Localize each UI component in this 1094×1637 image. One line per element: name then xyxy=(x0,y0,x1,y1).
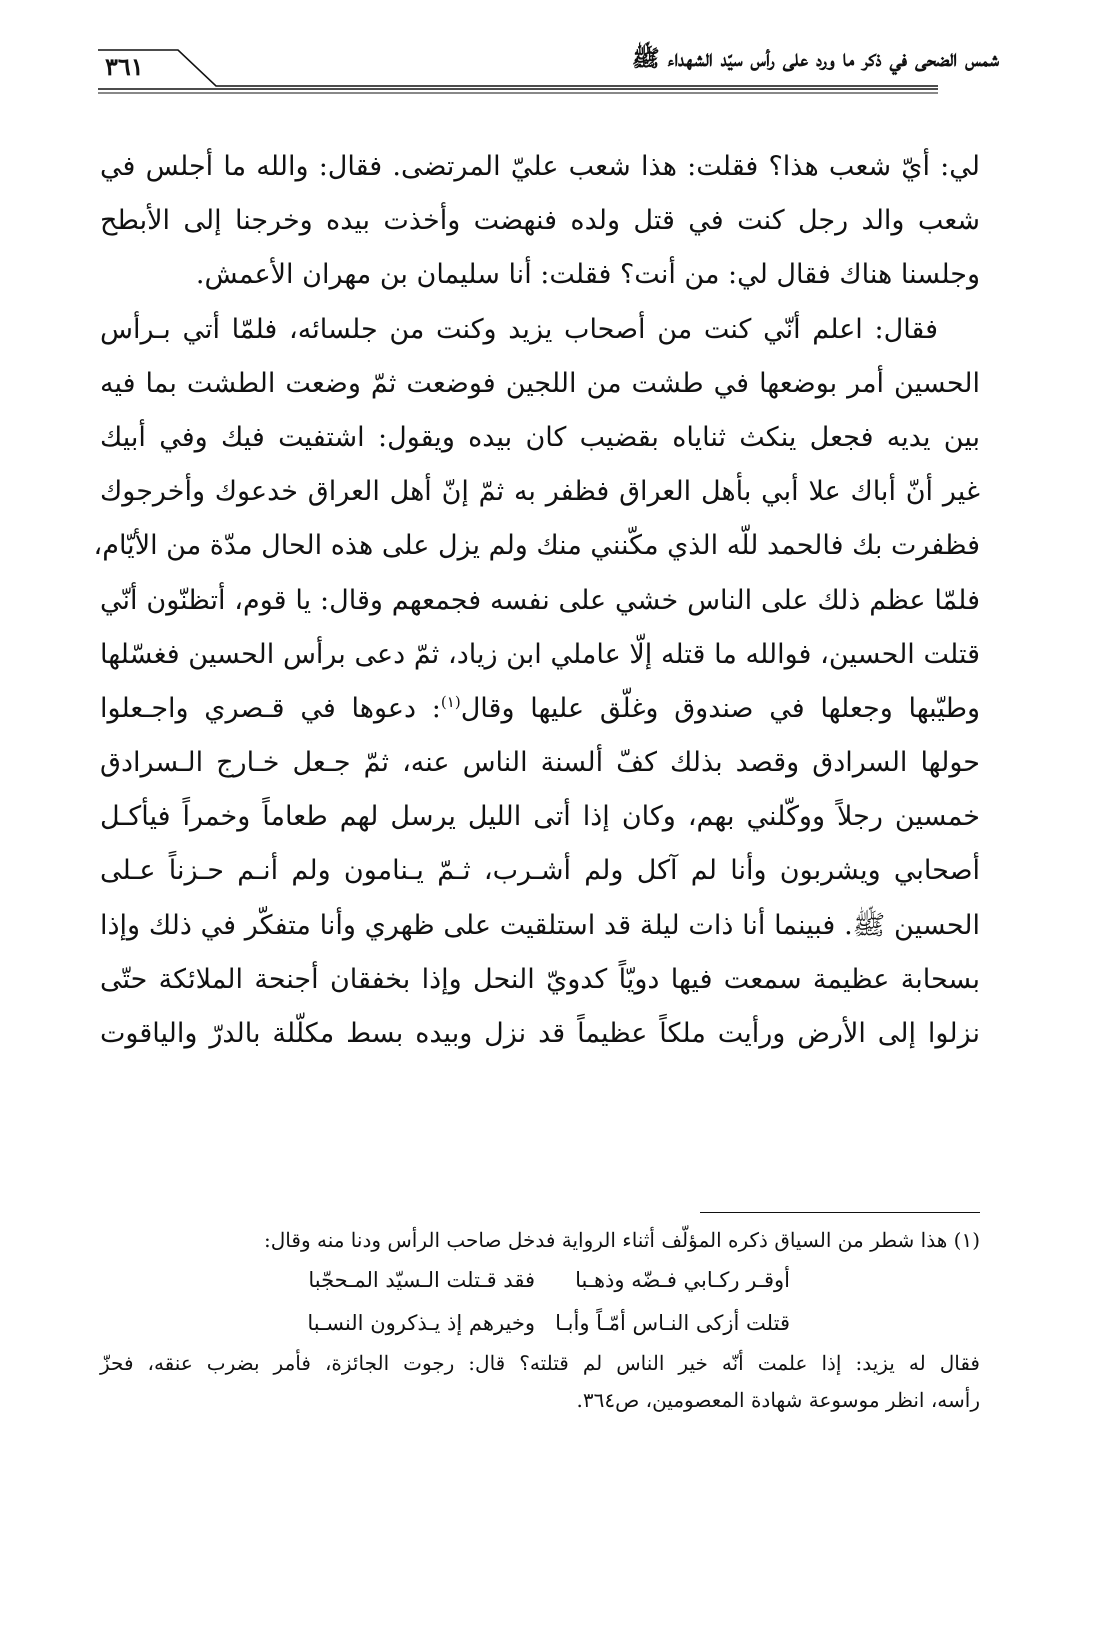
text-line: شعب والد رجل كنت في قتل ولده فنهضت وأخذت بيده وخرجنا إلى الأبطح xyxy=(100,205,980,237)
text-line: بين يديه فجعل ينكث ثناياه بقضيب كان بيده ويقول: اشتفيت فيك وفي أبيك xyxy=(100,421,980,453)
footnote-divider xyxy=(700,1212,980,1213)
verse-first-hemistich: قتلت أزكى النـاس أمّـاً وأبـا xyxy=(555,1311,790,1335)
verse-line xyxy=(100,1259,980,1302)
text-line: أصحابي ويشربون وأنا لم آكل ولم أشـرب، ثـمّ يـنامون ولم أنـم حـزناً عـلى xyxy=(100,855,980,887)
footnote-intro: (١) هذا شطر من السياق ذكره المؤلّف أثناء الرواية فدخل صاحب الرأس ودنا منه وقال: xyxy=(264,1228,980,1252)
text-line-segment: وطيّبها وجعلها في صندوق وغلّق عليها وقال xyxy=(460,692,980,724)
footnotes xyxy=(100,1222,980,1419)
text-line: خمسين رجلاً ووكّلني بهم، وكان إذا أتى الليل يرسل لهم طعاماً وخمراً فيأكـل xyxy=(100,801,980,833)
header-rule xyxy=(98,40,958,100)
text-line: وجلسنا هناك فقال لي: من أنت؟ فقلت: أنا سليمان بن مهران الأعمش. xyxy=(195,259,980,291)
text-line: فقال: اعلم أنّي كنت من أصحاب يزيد وكنت من جلسائه، فلمّا أتي بـرأس xyxy=(100,313,938,345)
text-line: فلمّا عظم ذلك على الناس خشي على نفسه فجمعهم وقال: يا قوم، أتظنّون أنّي xyxy=(100,584,980,616)
text-line: بسحابة عظيمة سمعت فيها دويّاً كدويّ النحل وإذا بخفقان أجنحة الملائكة حتّى xyxy=(100,963,980,995)
footnote-closing-line: فقال له يزيد: إذا علمت أنّه خير الناس لم قتلته؟ قال: رجوت الجائزة، فأمر بضرب عنقه، فحزّ xyxy=(100,1351,980,1375)
verse-line xyxy=(100,1302,980,1345)
text-line: فظفرت بك فالحمد للّه الذي مكّنني منك ولم يزل على هذه الحال مدّة من الأيّام، xyxy=(93,530,980,562)
running-header-title: شمس الضحى في ذكر ما ورد على رأس سيّد الشهداء ﷺ xyxy=(631,45,999,72)
text-line: الحسين ﷺ. فبينما أنا ذات ليلة قد استلقيت على ظهري وأنا متفكّر في ذلك وإذا xyxy=(100,909,980,941)
main-text xyxy=(93,140,980,1061)
text-line: نزلوا إلى الأرض ورأيت ملكاً عظيماً قد نزل وبيده بسط مكلّلة بالدرّ والياقوت xyxy=(100,1018,980,1049)
verse-second-hemistich: وخيرهم إذ يـذكرون النسـبا xyxy=(307,1311,535,1335)
text-line: الحسين أمر بوضعها في طشت من اللجين فوضعت ثمّ وضعت الطشت بما فيه xyxy=(100,367,980,399)
verse-first-hemistich: أوقـر ركـابي فـضّه وذهـبا xyxy=(575,1268,790,1292)
verse-second-hemistich: فقد قـتلت الـسيّد المـحجّبا xyxy=(308,1268,535,1292)
footnote-closing-line: رأسه، انظر موسوعة شهادة المعصومين، ص٣٦٤. xyxy=(576,1388,980,1412)
footnote-reference[interactable]: (١) xyxy=(440,692,461,711)
text-line-with-footnote xyxy=(100,682,980,736)
page-number: ٣٦١ xyxy=(105,52,144,81)
text-line: لي: أيّ شعب هذا؟ فقلت: هذا شعب عليّ المرتضى. فقال: والله ما أجلس في xyxy=(100,151,980,182)
text-line: حولها السرادق وقصد بذلك كفّ ألسنة الناس عنه، ثمّ جـعل خـارج الـسرادق xyxy=(100,747,980,779)
text-line-segment: : دعوها في قـصري واجـعلوا xyxy=(100,692,441,724)
text-line: غير أنّ أباك علا أبي بأهل العراق فظفر به ثمّ إنّ أهل العراق خدعوك وأخرجوك xyxy=(100,476,980,508)
text-line: قتلت الحسين، فوالله ما قتله إلّا عاملي ابن زياد، ثمّ دعى برأس الحسين فغسّلها xyxy=(100,638,980,670)
